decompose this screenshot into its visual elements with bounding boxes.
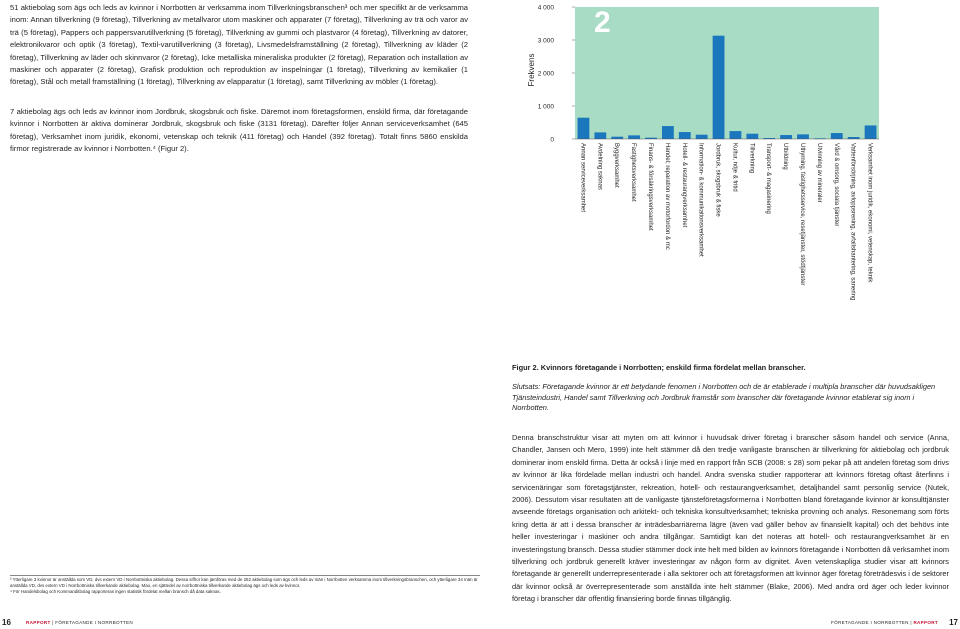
bar — [611, 137, 623, 139]
x-tick-label: Finans- & försäkringsverksamhet — [647, 143, 653, 231]
y-tick-label: 0 — [550, 136, 554, 144]
x-tick-label: Uthyrning, fastighetsservice, resetjänster, stödtjänster — [799, 143, 805, 286]
right-page-number: 17 — [949, 618, 958, 627]
left-footer — [0, 613, 480, 629]
conclusion-text: Slutsats: Företagande kvinnor är ett betydande fenomen i Norrbotten och de är etablerade i multipla branscher där huvudsakligen Tjänsteindustri, Handel samt Tillverkning och Jordbruk framstår som branscher där företagande kvinnor etablerat sig inom i Norrbotten. — [512, 382, 936, 413]
x-tick-label: Information- & kommunikationsverksamhet — [697, 143, 704, 257]
bar — [746, 134, 758, 139]
x-tick-label: Hotell- & restaurangverksamhet — [680, 143, 687, 228]
left-paragraph-1: 51 aktiebolag som ägs och leds av kvinnor i Norrbotten är verksamma inom Tillverkningsbranschen³ och mer specifikt är de verksamma inom: Annan tillverkning (9 företag), Tillverkning av metallvaror utom maskiner och apparater (7 företag), Tillverkning av trä och varor av trä (5 företag), Pappers och pappersvarutillverkning (5 företag), Tillverkning av gummi och plastvaror (4 företag), Tillverkning av datorer, elektronikvaror och optik (3 företag), Textil-varutillverkning (3 företag), Livsmedelsframställning (2 företag), Tillverkning av kläder (2 företag), Tillverkning av läder och skinnvaror (2 företag), Icke metalliska mineraliska produkter (2 företag), Reparation och installation av maskiner och apparater (2 företag), Grafisk produktion och reproduktion av inspelningar (1 företag), Tillverkning av kemikalier (1 företag), Stål och metall framställning (1 företag), Tillverkning av elapparatur (1 företag), samt Tillverkning av möbler (1 företag). — [10, 3, 468, 87]
bar — [780, 135, 792, 139]
x-tick-label: Vattenförsörjning, avloppsrening, avfallshantering, sanering — [849, 143, 856, 301]
x-tick-label: Utvinning av mineraler — [815, 143, 822, 203]
bar — [679, 132, 691, 139]
right-footer-text: FÖRETAGANDE I NORRBOTTEN | — [830, 620, 912, 625]
bar — [628, 135, 640, 139]
x-tick-label: Tillverkning — [748, 143, 755, 174]
bar — [662, 126, 674, 139]
y-tick-label: 4 000 — [537, 4, 554, 12]
figure-caption: Figur 2. Kvinnors företagande i Norrbotten; enskild firma fördelat mellan branscher. — [512, 363, 806, 372]
x-tick-label: Jordbruk, skogsbruk & fiske — [714, 143, 721, 217]
branch-chart — [490, 0, 960, 355]
right-footer-label: RAPPORT — [913, 620, 938, 625]
right-footer — [480, 613, 960, 629]
x-tick-label: Handel; reparation av motorfordon & mc — [663, 143, 670, 250]
x-tick-label: Fastighetsverksamhet — [630, 143, 637, 202]
x-tick-label: Utbildning — [782, 143, 789, 170]
y-tick-label: 2 000 — [537, 70, 554, 78]
footnote-3: ³ Ytterligare 3 kvinnor är anställda som VD, dvs extern VD i Norrbottniska aktiebolag. Dessa siffror kan jämföras med de 252 aktiebolag som ägs och leds av män i Norrbotten verksamma inom tillverkningsbranschen, och ytterligare 34 män är anställda VD, dvs extern VD i Norrbottniska tillverkande aktiebolag. Mao, en sjättedel av norrbottniska tillverkande aktiebolag ägs och leds av kvinnor. — [10, 577, 478, 588]
left-footer-label: RAPPORT — [26, 620, 51, 625]
footnote-4: ⁴ För Handelsbolag och Kommanditbolag rapporteras ingen statistik fördelat mellan bransch då data saknas. — [10, 589, 221, 594]
bar — [797, 134, 809, 139]
y-tick-label: 1 000 — [537, 103, 554, 111]
chart-panel — [575, 7, 879, 139]
right-body-text: Denna branschstruktur visar att myten om att kvinnor i huvudsak driver företag i branscher såsom handel och service (Anna, Chandler, Jansen och Mero, 1999) inte helt stämmer då den tredje vanligaste branschen är tillverkning för aktiebolag och jordbruk dominerar inom enskild firma. Detta är också i linje med en rapport från SCB (2008: s 28) som pekar på att andelen företag som drivs av kvinnor är lika fördelade mellan industri och handel. Andra svenska studier rapporterar att kvinnors företag oftast återfinns i servicenäringar som företagstjänster, rekreation, hotell- och restaurangverksamhet, detaljhandel samt personlig service (Nutek, 2006). Dessutom visar resultaten att de vanligaste tjänsteföretagsformerna i Norrbotten bland företagande kvinnor är konsulttjänster avseende företags organisation och arkitekt- och tekniska konsultverksamhet; tekniska provning och analys. Resonemang som förts kring detta är att i dessa branscher är inträdesbarriärerna lägre (även vad gäller behov av finansiellt kapital) och det behövs inte heller investeringar i maskiner och andra tillgångar. Samtidigt kan det noteras att hotell- och restaurangverksamhet är en investeringstung bransch. Dessa studier stämmer dock inte helt med bilden av kvinnors företagande i Norrbotten då verksamhet inom tillverkning och jordbruk generellt kräver investeringar av någon form av dignitet. Även vetenskapliga studier visar att kvinnors företagande är generellt underrepresenterade i alla sektorer och att företagsformen att kvinnor äger företag företrädesvis i de sektorer där kvinnor också är överrepresenterade som anställda inte helt stämmer (Blake, 2006). Med andra ord äger och leder kvinnor företag i branscher där offentlig finansiering borde finnas tillgänglig. — [512, 433, 949, 604]
chart-panel-number: 2 — [594, 6, 611, 39]
bar — [578, 118, 590, 139]
bar — [730, 131, 742, 139]
bar — [594, 132, 606, 139]
x-tick-label: Vård & omsorg, sociala tjänster — [832, 143, 839, 227]
x-tick-label: Byggverksamhet — [613, 143, 620, 188]
bar — [713, 36, 725, 139]
y-tick-label: 3 000 — [537, 37, 554, 45]
x-tick-labels — [579, 143, 872, 300]
bar — [696, 135, 708, 139]
left-footnotes — [10, 575, 480, 595]
y-axis-label: Frekvens — [527, 53, 536, 87]
x-tick-label: Avdelning saknas — [596, 143, 603, 190]
bar — [865, 125, 877, 139]
x-tick-label: Verksamhet inom juridik, ekonomi, vetenskap, teknik — [866, 143, 873, 283]
left-paragraph-2: 7 aktiebolag ägs och leds av kvinnor inom Jordbruk, skogsbruk och fiske. Däremot inom företagsformen, enskild firma, där företagande kvinnor i Norrbotten är aktiva dominerar Jordbruk, skogsbruk och fiske (3131 företag). Därefter följer Annan serviceverksamhet (645 företag), Verksamhet inom juridik, ekonomi, vetenskap och teknik (411 företag) och Handel (392 företag). Totalt finns 5860 enskilda firmor registrerade av kvinnor i Norrbotten.⁴ (Figur 2). — [10, 107, 468, 154]
x-tick-label: Transport- & magasinering — [765, 143, 772, 214]
left-footer-text: | FÖRETAGANDE I NORRBOTTEN — [52, 620, 134, 625]
y-axis — [538, 5, 575, 144]
x-tick-label: Kultur, nöje & fritid — [731, 143, 738, 192]
bar — [831, 133, 843, 139]
left-page-number: 16 — [2, 618, 11, 627]
x-tick-label: Annan serviceverksamhet — [579, 143, 586, 213]
